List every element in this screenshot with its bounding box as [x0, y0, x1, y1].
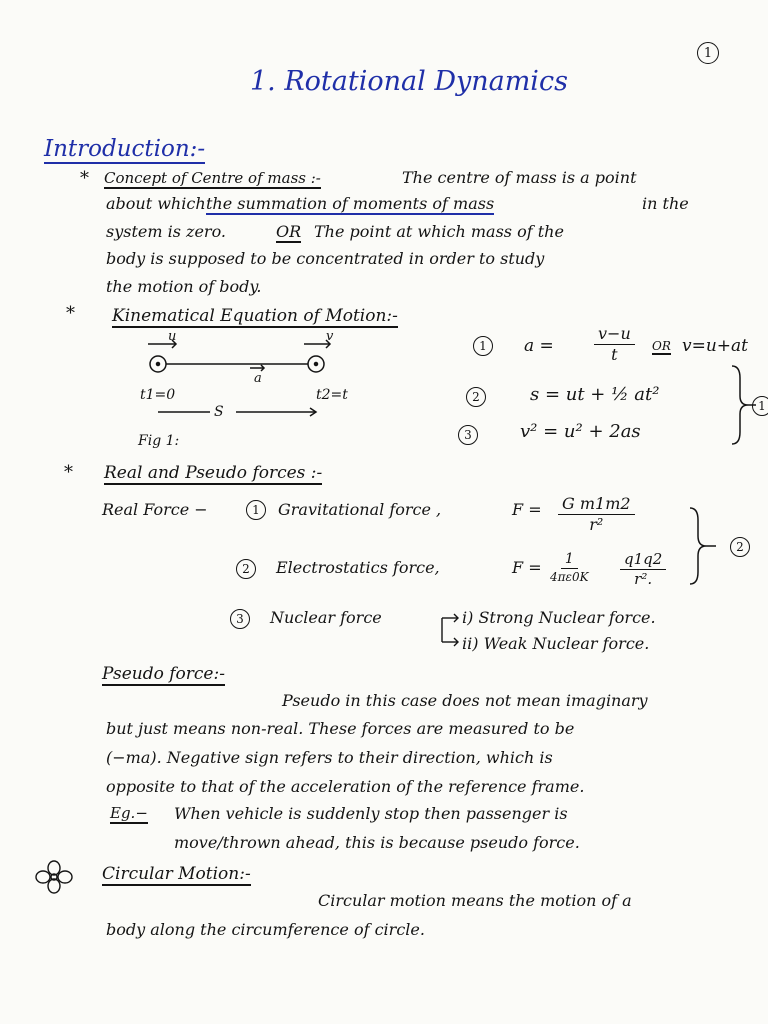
pseudo-line3: (−ma). Negative sign refers to their direction, which is [106, 748, 553, 767]
flower-doodle-icon [34, 860, 74, 894]
kin-bullet: * [66, 303, 75, 324]
circular-line1: Circular motion means the motion of a [318, 891, 632, 910]
intro-heading: Introduction:- [44, 136, 206, 162]
com-line4: body is supposed to be concentrated in order to study [106, 249, 545, 268]
com-line2c: in the [642, 194, 689, 213]
page-number: 1 [697, 42, 719, 64]
pseudo-line5: When vehicle is suddenly stop then passenger is [174, 804, 568, 823]
f1-fraction [558, 496, 635, 533]
com-bullet: * [80, 168, 89, 189]
eq1-or: OR [652, 339, 671, 353]
eq1-rhs: v=u+at [682, 336, 749, 356]
eq-group-number: 1 [752, 396, 768, 416]
vec-a-label: a [254, 371, 262, 386]
pseudo-line4: opposite to that of the acceleration of the reference frame. [106, 777, 585, 796]
t2-label: t2=t [316, 387, 348, 403]
f1-number: 1 [246, 500, 266, 520]
com-line2a: about which [106, 194, 206, 213]
page-title: 1. Rotational Dynamics [250, 66, 568, 97]
real-force-label: Real Force − [102, 500, 208, 519]
f1-eq: F = [512, 500, 542, 519]
eq2: s = ut + ½ at² [530, 384, 660, 405]
vec-v-label: v [326, 329, 334, 344]
forces-bullet: * [64, 462, 73, 483]
com-line1: The centre of mass is a point [402, 168, 637, 187]
f2-fraction-1 [550, 552, 589, 583]
motion-figure [140, 334, 340, 434]
f2-eq: F = [512, 558, 542, 577]
circular-line2: body along the circumference of circle. [106, 920, 425, 939]
forces-group-brace [686, 506, 726, 586]
s-label: S [214, 404, 224, 420]
f2-fraction-2 [620, 552, 666, 587]
f1-numerator: G m1m2 [558, 496, 635, 515]
f2-denominator: 4πε0K [550, 570, 589, 584]
f2-name: Electrostatics force, [276, 558, 440, 577]
pseudo-heading: Pseudo force:- [102, 664, 225, 684]
forces-heading: Real and Pseudo forces :- [104, 463, 323, 483]
f1-denominator: r² [589, 515, 604, 534]
circular-heading: Circular Motion:- [102, 864, 251, 884]
eq2-number: 2 [466, 387, 486, 407]
eq3: v² = u² + 2as [520, 421, 641, 442]
pseudo-line1: Pseudo in this case does not mean imaginary [282, 691, 648, 710]
f2-numerator-2: q1q2 [620, 552, 666, 570]
f3-strong: i) Strong Nuclear force. [462, 608, 656, 627]
t1-label: t1=0 [140, 387, 176, 403]
pseudo-line6: move/thrown ahead, this is because pseudo force. [174, 833, 580, 852]
eq1-lhs: a = [524, 336, 554, 356]
f2-number: 2 [236, 559, 256, 579]
com-line2b: the summation of moments of mass [206, 194, 495, 213]
vec-u-label: u [168, 329, 177, 344]
eq1-frac-numerator: v−u [594, 326, 635, 345]
com-line3a: system is zero. [106, 222, 227, 241]
fig-label: Fig 1: [138, 433, 180, 449]
f3-weak: ii) Weak Nuclear force. [462, 634, 650, 653]
kin-heading: Kinematical Equation of Motion:- [112, 306, 398, 326]
eq1-frac-denominator: t [611, 345, 618, 364]
com-line3b: OR [276, 222, 302, 241]
f3-name: Nuclear force [270, 608, 382, 627]
eq1-number: 1 [473, 336, 493, 356]
pseudo-line2: but just means non-real. These forces are measured to be [106, 719, 575, 738]
eq3-number: 3 [458, 425, 478, 445]
f2-denominator-2: r². [634, 570, 653, 588]
com-line3c: The point at which mass of the [314, 222, 564, 241]
eq1-fraction [594, 326, 635, 363]
pseudo-eg-label: Eg.− [110, 804, 148, 822]
com-label: Concept of Centre of mass :- [104, 169, 321, 187]
forces-group-number: 2 [730, 537, 750, 557]
f3-number: 3 [230, 609, 250, 629]
f1-name: Gravitational force , [278, 500, 442, 519]
com-line5: the motion of body. [106, 277, 262, 296]
f2-numerator: 1 [561, 552, 578, 569]
